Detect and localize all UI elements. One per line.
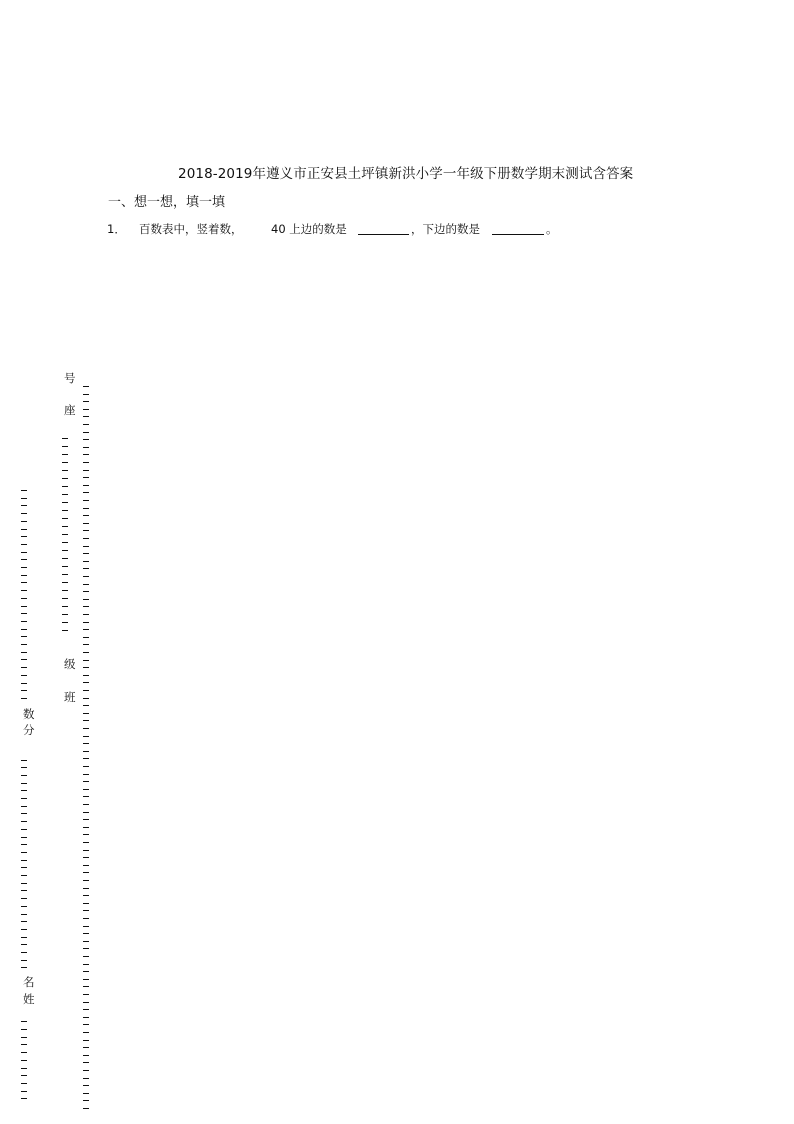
binding-dash [21, 498, 27, 499]
binding-dash [83, 910, 89, 911]
binding-dash [83, 728, 89, 729]
binding-dash [62, 534, 68, 535]
score-label-char2: 分 [23, 723, 35, 737]
binding-dash [83, 439, 89, 440]
binding-dash [21, 667, 27, 668]
binding-dash [21, 783, 27, 784]
binding-dash [21, 937, 27, 938]
binding-dash [83, 774, 89, 775]
binding-dash [21, 652, 27, 653]
binding-dash [62, 614, 68, 615]
binding-dash [83, 1100, 89, 1101]
binding-dash [21, 621, 27, 622]
binding-dash [83, 485, 89, 486]
binding-dash [83, 561, 89, 562]
class-label-char1: 级 [64, 657, 76, 671]
binding-dash [83, 477, 89, 478]
binding-dash [83, 834, 89, 835]
binding-dash [62, 486, 68, 487]
binding-dash [21, 790, 27, 791]
binding-dash [83, 394, 89, 395]
binding-dash [21, 552, 27, 553]
binding-dash [62, 446, 68, 447]
binding-dash [21, 629, 27, 630]
question-text-part1: 百数表中，竖着数， [139, 222, 243, 236]
class-label-char2: 班 [64, 690, 76, 704]
binding-dash [83, 751, 89, 752]
binding-dash [83, 629, 89, 630]
binding-dash [21, 760, 27, 761]
binding-dash [83, 409, 89, 410]
binding-dash [62, 630, 68, 631]
binding-dash [83, 584, 89, 585]
binding-dash [83, 530, 89, 531]
binding-dash [83, 576, 89, 577]
binding-dash [21, 829, 27, 830]
binding-dash [21, 860, 27, 861]
binding-dash [21, 1091, 27, 1092]
binding-dash [83, 979, 89, 980]
binding-dash [21, 1021, 27, 1022]
binding-dash [21, 875, 27, 876]
binding-dash [83, 454, 89, 455]
binding-dash [83, 827, 89, 828]
binding-dash [62, 462, 68, 463]
binding-dash [21, 536, 27, 537]
binding-dash [83, 804, 89, 805]
binding-dash [21, 590, 27, 591]
binding-dash [21, 698, 27, 699]
binding-dash [21, 883, 27, 884]
binding-dash [21, 837, 27, 838]
binding-dash [21, 505, 27, 506]
binding-dash [21, 890, 27, 891]
binding-dash [21, 490, 27, 491]
binding-dash [21, 1075, 27, 1076]
binding-dash [83, 1093, 89, 1094]
binding-dash [21, 906, 27, 907]
binding-dash [62, 494, 68, 495]
binding-dash [21, 960, 27, 961]
binding-dash [83, 690, 89, 691]
binding-dash [83, 644, 89, 645]
binding-dash [83, 713, 89, 714]
binding-dash [62, 502, 68, 503]
section-heading: 一、想一想，填一填 [108, 195, 226, 210]
binding-dash [83, 705, 89, 706]
binding-dash [21, 613, 27, 614]
binding-dash [21, 559, 27, 560]
binding-dash [21, 775, 27, 776]
binding-dash [83, 1024, 89, 1025]
binding-dash [21, 644, 27, 645]
binding-dash [83, 1032, 89, 1033]
binding-dash [62, 566, 68, 567]
binding-dash [62, 598, 68, 599]
binding-dash [21, 914, 27, 915]
binding-dash [21, 575, 27, 576]
binding-dash [21, 798, 27, 799]
binding-dash [83, 515, 89, 516]
binding-dash [83, 918, 89, 919]
binding-dash [21, 944, 27, 945]
binding-dash [21, 513, 27, 514]
binding-dash [83, 743, 89, 744]
name-label-char2: 姓 [23, 992, 35, 1006]
binding-dash [83, 1055, 89, 1056]
question-text-part2: 40 上边的数是 [271, 222, 347, 236]
binding-dash [62, 558, 68, 559]
binding-dash [62, 582, 68, 583]
binding-dash [83, 1002, 89, 1003]
binding-dash [83, 1047, 89, 1048]
seat-number-label-char1: 号 [64, 371, 76, 385]
binding-dash [62, 606, 68, 607]
binding-dash [21, 606, 27, 607]
binding-dash [83, 462, 89, 463]
binding-dash [21, 1052, 27, 1053]
binding-dash [62, 518, 68, 519]
binding-dash [83, 956, 89, 957]
binding-dash [83, 994, 89, 995]
binding-dash [83, 667, 89, 668]
name-label-char1: 名 [23, 975, 35, 989]
answer-blank-below[interactable] [492, 234, 544, 235]
binding-dash [83, 789, 89, 790]
binding-dash [83, 933, 89, 934]
binding-dash [83, 796, 89, 797]
binding-dash [83, 850, 89, 851]
binding-dash [21, 598, 27, 599]
binding-dash [21, 767, 27, 768]
binding-dash [83, 1017, 89, 1018]
binding-dash [83, 660, 89, 661]
binding-dash [21, 636, 27, 637]
binding-dash [83, 1040, 89, 1041]
binding-dash [83, 500, 89, 501]
seat-number-label-char2: 座 [64, 403, 76, 417]
binding-dash [62, 574, 68, 575]
binding-dash [83, 447, 89, 448]
question-end: 。 [546, 222, 558, 236]
binding-dash [83, 903, 89, 904]
binding-dash [83, 1070, 89, 1071]
binding-dash [62, 590, 68, 591]
binding-dash [83, 1078, 89, 1079]
binding-dash [83, 781, 89, 782]
binding-dash [62, 550, 68, 551]
binding-dash [21, 690, 27, 691]
binding-dash [83, 948, 89, 949]
binding-dash [83, 637, 89, 638]
answer-blank-above[interactable] [358, 234, 409, 235]
binding-dash [62, 542, 68, 543]
score-label-char1: 数 [23, 707, 35, 721]
binding-dash [21, 967, 27, 968]
binding-dash [83, 424, 89, 425]
binding-dash [83, 386, 89, 387]
binding-dash [62, 622, 68, 623]
binding-dash [21, 821, 27, 822]
binding-dash [83, 880, 89, 881]
binding-dash [21, 544, 27, 545]
binding-dash [21, 867, 27, 868]
binding-dash [83, 1062, 89, 1063]
binding-dash [83, 682, 89, 683]
binding-dash [21, 806, 27, 807]
binding-dash [21, 813, 27, 814]
binding-dash [83, 508, 89, 509]
binding-dash [21, 852, 27, 853]
binding-dash [83, 888, 89, 889]
binding-dash [83, 758, 89, 759]
binding-dash [21, 683, 27, 684]
binding-dash [83, 865, 89, 866]
binding-dash [83, 736, 89, 737]
binding-dash [62, 454, 68, 455]
binding-dash [83, 416, 89, 417]
binding-dash [83, 1085, 89, 1086]
binding-dash [83, 546, 89, 547]
binding-dash [83, 523, 89, 524]
binding-dash [83, 872, 89, 873]
binding-dash [83, 568, 89, 569]
binding-dash [62, 478, 68, 479]
binding-dash [83, 432, 89, 433]
binding-dash [21, 952, 27, 953]
binding-dash [83, 492, 89, 493]
binding-dash [21, 898, 27, 899]
binding-dash [62, 470, 68, 471]
binding-dash [83, 614, 89, 615]
binding-dash [83, 766, 89, 767]
binding-dash [21, 1083, 27, 1084]
binding-dash [83, 1108, 89, 1109]
binding-dash [21, 582, 27, 583]
binding-dash [83, 842, 89, 843]
binding-dash [21, 675, 27, 676]
binding-dash [83, 606, 89, 607]
binding-dash [83, 591, 89, 592]
binding-dash [21, 1044, 27, 1045]
binding-dash [83, 720, 89, 721]
binding-dash [21, 1098, 27, 1099]
binding-dash [21, 567, 27, 568]
binding-dash [21, 1068, 27, 1069]
binding-dash [83, 812, 89, 813]
binding-dash [83, 401, 89, 402]
binding-dash [21, 529, 27, 530]
binding-dash [21, 929, 27, 930]
page-title: 2018-2019年遵义市正安县土坪镇新洪小学一年级下册数学期末测试含答案 [178, 166, 634, 182]
binding-dash [83, 698, 89, 699]
binding-dash [21, 921, 27, 922]
binding-dash [83, 1009, 89, 1010]
binding-dash [21, 1037, 27, 1038]
binding-dash [83, 553, 89, 554]
binding-dash [83, 675, 89, 676]
binding-dash [21, 844, 27, 845]
binding-dash [83, 538, 89, 539]
binding-dash [83, 470, 89, 471]
binding-dash [83, 964, 89, 965]
binding-dash [83, 971, 89, 972]
binding-dash [83, 622, 89, 623]
binding-dash [83, 819, 89, 820]
binding-dash [21, 659, 27, 660]
binding-dash [83, 895, 89, 896]
binding-dash [21, 1060, 27, 1061]
binding-dash [83, 599, 89, 600]
binding-dash [83, 652, 89, 653]
binding-dash [83, 926, 89, 927]
binding-dash [62, 438, 68, 439]
binding-dash [83, 941, 89, 942]
binding-dash [21, 1029, 27, 1030]
question-number: 1． [107, 222, 126, 236]
binding-dash [83, 986, 89, 987]
binding-dash [62, 510, 68, 511]
question-text-part3: ，下边的数是 [411, 222, 480, 236]
binding-dash [83, 857, 89, 858]
binding-dash [62, 526, 68, 527]
binding-dash [21, 521, 27, 522]
